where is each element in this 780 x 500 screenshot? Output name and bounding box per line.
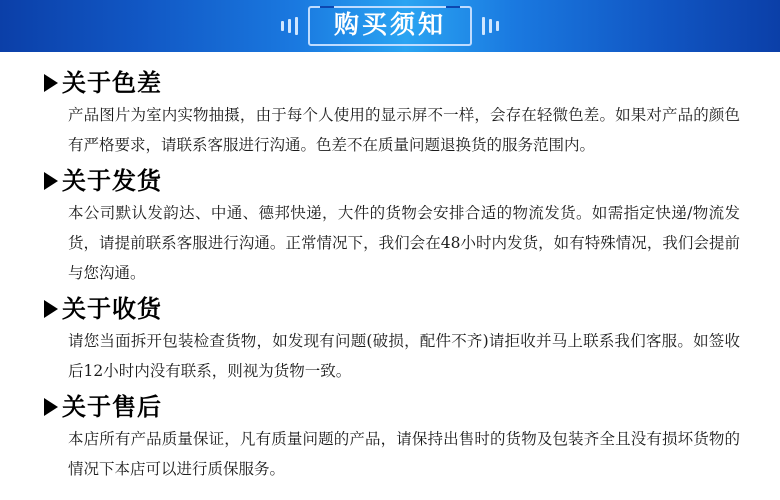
section-heading: 关于发货 <box>62 167 162 195</box>
section-body: 产品图片为室内实物抽摄，由于每个人使用的显示屏不一样，会存在轻微色差。如果对产品的颜色有严格要求，请联系客服进行沟通。色差不在质量问题退换货的服务范围内。 <box>68 106 740 154</box>
section-heading-row <box>44 166 754 196</box>
section-body: 本店所有产品质量保证，凡有质量问题的产品，请保持出售时的货物及包装齐全且没有损坏货物的情况下本店可以进行质保服务。 <box>68 430 740 478</box>
page-title: 购买须知 <box>333 10 446 39</box>
section-heading: 关于售后 <box>62 393 162 421</box>
section-body: 请您当面拆开包装检查货物，如发现有问题(破损，配件不齐)请拒收并马上联系我们客服。如签收后12小时内没有联系，则视为货物一致。 <box>68 332 740 380</box>
section-heading-row <box>44 68 754 98</box>
triangle-right-icon <box>44 172 58 190</box>
banner-title-frame <box>308 6 472 46</box>
left-tick-marks-icon <box>281 16 298 36</box>
section-body: 本公司默认发韵达、中通、德邦快递，大件的货物会安排合适的物流发货。如需指定快递/物流发货，请提前联系客服进行沟通。正常情况下，我们会在48小时内发货，如有特殊情况，我们会提前与您沟通。 <box>68 204 740 282</box>
section-color-difference <box>26 68 754 160</box>
triangle-right-icon <box>44 74 58 92</box>
section-after-sales <box>26 392 754 484</box>
triangle-right-icon <box>44 398 58 416</box>
section-heading-row <box>44 294 754 324</box>
section-shipping <box>26 166 754 288</box>
page-header-banner <box>0 0 780 52</box>
banner-inner <box>281 6 499 46</box>
section-receiving <box>26 294 754 386</box>
section-heading: 关于色差 <box>62 69 162 97</box>
section-heading: 关于收货 <box>62 295 162 323</box>
right-tick-marks-icon <box>482 16 499 36</box>
section-heading-row <box>44 392 754 422</box>
notice-content <box>0 52 780 484</box>
triangle-right-icon <box>44 300 58 318</box>
